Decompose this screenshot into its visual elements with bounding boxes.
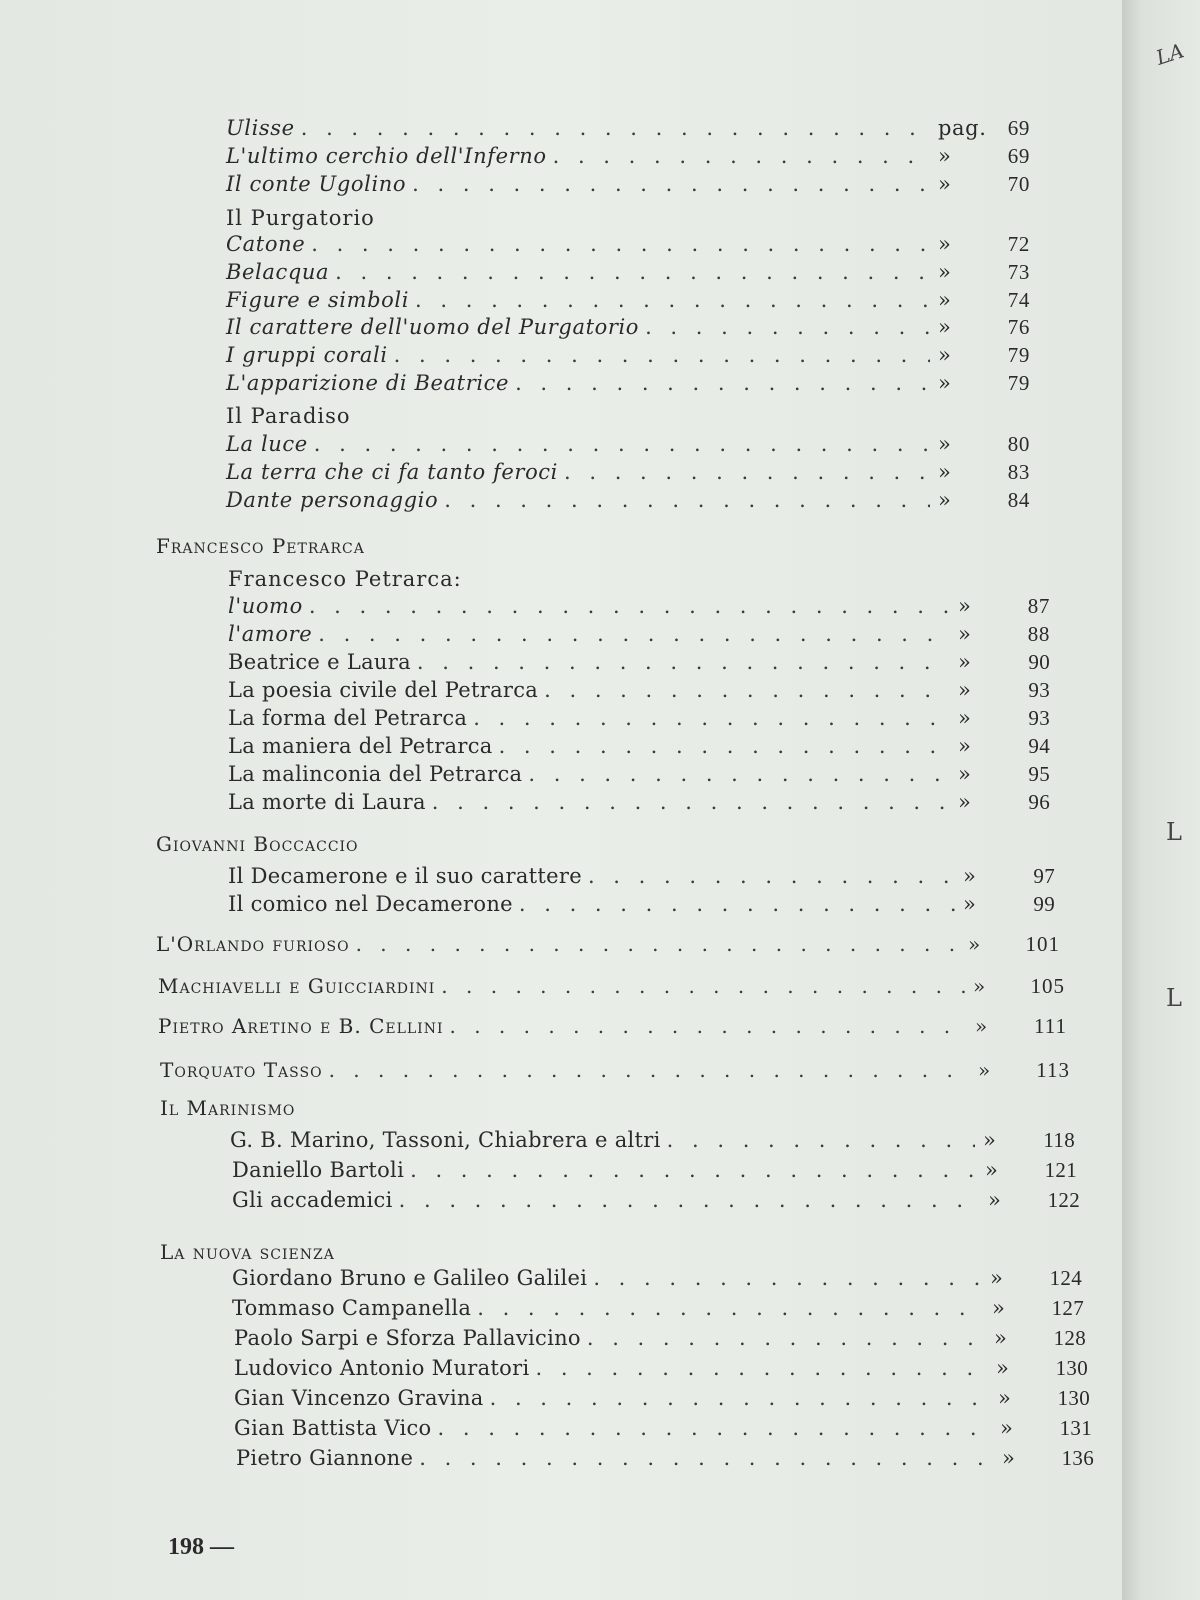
page-marker: » bbox=[938, 432, 952, 456]
toc-entry bbox=[232, 1296, 1084, 1326]
page-marker: » bbox=[958, 650, 972, 674]
toc-entry bbox=[226, 315, 1030, 345]
toc-entry-title: Giordano Bruno e Galileo Galilei bbox=[232, 1266, 588, 1290]
toc-entry-page: 74 bbox=[1007, 288, 1030, 312]
toc-entry bbox=[226, 288, 1030, 318]
dot-leader bbox=[318, 622, 950, 646]
toc-entry-page: 111 bbox=[1034, 1014, 1067, 1038]
toc-entry-title: Francesco Petrarca: bbox=[228, 567, 462, 591]
toc-entry-title: L'apparizione di Beatrice bbox=[226, 371, 510, 395]
toc-entry bbox=[232, 1188, 1080, 1218]
page-marker: » bbox=[996, 1356, 1010, 1380]
toc-entry-title: La nuova scienza bbox=[160, 1240, 335, 1264]
toc-entry bbox=[226, 144, 1030, 174]
page-marker: » bbox=[938, 288, 952, 312]
toc-entry bbox=[228, 790, 1050, 820]
page-marker: » bbox=[992, 1296, 1006, 1320]
page-marker: » bbox=[958, 706, 972, 730]
toc-entry bbox=[156, 932, 1060, 962]
toc-entry-title: Beatrice e Laura bbox=[228, 650, 411, 674]
dot-leader bbox=[667, 1128, 975, 1152]
dot-leader bbox=[553, 144, 930, 168]
toc-entry-page: 101 bbox=[1025, 932, 1060, 956]
toc-entry bbox=[232, 1158, 1077, 1188]
toc-entry-title: La luce bbox=[226, 432, 308, 456]
toc-entry bbox=[228, 650, 1050, 680]
toc-entry-title: Il conte Ugolino bbox=[226, 172, 407, 196]
dot-leader bbox=[444, 488, 930, 512]
toc-entry-title: Gli accademici bbox=[232, 1188, 393, 1212]
toc-entry bbox=[158, 1014, 1067, 1044]
toc-entry bbox=[226, 343, 1030, 373]
page-marker: » bbox=[958, 622, 972, 646]
page-marker: » bbox=[958, 594, 972, 618]
toc-entry bbox=[226, 116, 1030, 146]
toc-entry-title: Francesco Petrarca bbox=[156, 534, 365, 558]
dot-leader bbox=[564, 460, 930, 484]
toc-entry-page: 131 bbox=[1059, 1416, 1092, 1440]
page-marker: » bbox=[963, 892, 977, 916]
toc-entry-page: 70 bbox=[1007, 172, 1030, 196]
facing-page-fragment-mid1: L bbox=[1166, 818, 1182, 846]
toc-entry-page: 105 bbox=[1030, 974, 1065, 998]
toc-entry-title: Il carattere dell'uomo del Purgatorio bbox=[226, 315, 640, 339]
page-marker: » bbox=[938, 315, 952, 339]
facing-page-edge bbox=[1122, 0, 1200, 1600]
page-marker: » bbox=[958, 762, 972, 786]
toc-entry-page: 128 bbox=[1053, 1326, 1086, 1350]
toc-entry-page: 93 bbox=[1028, 706, 1050, 730]
toc-entry-page: 73 bbox=[1007, 260, 1030, 284]
toc-entry-title: Gian Vincenzo Gravina bbox=[234, 1386, 484, 1410]
toc-entry bbox=[226, 432, 1030, 462]
toc-entry bbox=[156, 832, 359, 862]
page-marker: » bbox=[973, 974, 987, 998]
dot-leader bbox=[438, 1416, 993, 1440]
dot-leader bbox=[645, 315, 930, 339]
toc-entry-page: 79 bbox=[1007, 371, 1030, 395]
page-marker: » bbox=[938, 488, 952, 512]
toc-entry bbox=[234, 1386, 1090, 1416]
toc-entry-title: l'uomo bbox=[228, 594, 303, 618]
page-marker: » bbox=[998, 1386, 1012, 1410]
page-marker: » bbox=[938, 144, 952, 168]
dot-leader bbox=[410, 1158, 977, 1182]
toc-entry-title: Ulisse bbox=[226, 116, 295, 140]
toc-entry-title: Il Purgatorio bbox=[226, 206, 375, 230]
toc-entry-page: 79 bbox=[1007, 343, 1030, 367]
toc-entry bbox=[236, 1446, 1094, 1476]
toc-entry-title: La maniera del Petrarca bbox=[228, 734, 493, 758]
page-marker: » bbox=[988, 1188, 1002, 1212]
page-marker: » bbox=[1000, 1416, 1014, 1440]
dot-leader bbox=[399, 1188, 980, 1212]
page-marker: » bbox=[963, 864, 977, 888]
page-marker: » bbox=[938, 371, 952, 395]
toc-entry-title: G. B. Marino, Tassoni, Chiabrera e altri bbox=[230, 1128, 661, 1152]
dot-leader bbox=[301, 116, 930, 140]
toc-entry bbox=[158, 974, 1065, 1004]
toc-entry-page: 97 bbox=[1033, 864, 1055, 888]
page-marker: » bbox=[958, 734, 972, 758]
toc-entry-title: I gruppi corali bbox=[226, 343, 388, 367]
page-marker: » bbox=[994, 1326, 1008, 1350]
toc-entry bbox=[228, 864, 1055, 894]
toc-entry-title: Gian Battista Vico bbox=[234, 1416, 432, 1440]
toc-entry bbox=[226, 371, 1030, 401]
dot-leader bbox=[535, 1356, 988, 1380]
page-marker: » bbox=[958, 678, 972, 702]
toc-entry-page: 69 bbox=[1007, 116, 1030, 140]
dot-leader bbox=[528, 762, 950, 786]
page-marker: » bbox=[985, 1158, 999, 1182]
page-marker: » bbox=[958, 790, 972, 814]
dot-leader bbox=[311, 232, 930, 256]
toc-entry-page: 90 bbox=[1028, 650, 1050, 674]
dot-leader bbox=[473, 706, 950, 730]
toc-entry-title: Machiavelli e Guicciardini bbox=[158, 974, 436, 998]
toc-entry-title: Paolo Sarpi e Sforza Pallavicino bbox=[234, 1326, 581, 1350]
toc-entry-page: 94 bbox=[1028, 734, 1050, 758]
toc-entry-title: Dante personaggio bbox=[226, 488, 439, 512]
toc-entry-page: 72 bbox=[1007, 232, 1030, 256]
page-marker: » bbox=[938, 232, 952, 256]
page-marker: » bbox=[990, 1266, 1004, 1290]
toc-entry-title: L'Orlando furioso bbox=[156, 932, 350, 956]
dot-leader bbox=[477, 1296, 984, 1320]
toc-entry bbox=[228, 706, 1050, 736]
dot-leader bbox=[499, 734, 950, 758]
dot-leader bbox=[588, 864, 955, 888]
toc-entry-title: Daniello Bartoli bbox=[232, 1158, 405, 1182]
toc-entry bbox=[228, 594, 1050, 624]
toc-entry-page: 118 bbox=[1043, 1128, 1075, 1152]
toc-entry-page: 83 bbox=[1007, 460, 1030, 484]
toc-entry-page: 127 bbox=[1051, 1296, 1084, 1320]
toc-entry bbox=[226, 260, 1030, 290]
toc-entry bbox=[228, 734, 1050, 764]
toc-entry bbox=[228, 762, 1050, 792]
page-marker: » bbox=[1002, 1446, 1016, 1470]
toc-entry-title: Il comico nel Decamerone bbox=[228, 892, 513, 916]
page-marker: » bbox=[975, 1014, 989, 1038]
toc-entry-page: 121 bbox=[1044, 1158, 1077, 1182]
toc-entry-page: 76 bbox=[1007, 315, 1030, 339]
dot-leader bbox=[544, 678, 950, 702]
toc-entry-page: 88 bbox=[1027, 622, 1050, 646]
toc-entry-page: 95 bbox=[1028, 762, 1050, 786]
toc-entry-page: 122 bbox=[1047, 1188, 1080, 1212]
toc-entry bbox=[234, 1326, 1086, 1356]
toc-entry-page: 80 bbox=[1007, 432, 1030, 456]
dot-leader bbox=[394, 343, 930, 367]
facing-page-fragment-mid2: L bbox=[1166, 984, 1182, 1012]
toc-entry-title: Catone bbox=[226, 232, 306, 256]
dot-leader bbox=[490, 1386, 990, 1410]
dot-leader bbox=[412, 172, 930, 196]
toc-entry-title: Il Paradiso bbox=[226, 404, 351, 428]
toc-entry-title: Ludovico Antonio Muratori bbox=[234, 1356, 530, 1380]
toc-entry bbox=[234, 1416, 1092, 1446]
toc-entry bbox=[232, 1266, 1082, 1296]
toc-entry-title: La morte di Laura bbox=[228, 790, 426, 814]
toc-entry bbox=[234, 1356, 1088, 1386]
page-marker: » bbox=[938, 343, 952, 367]
page-marker: » bbox=[938, 172, 952, 196]
page-marker: » bbox=[938, 460, 952, 484]
toc-entry-title: L'ultimo cerchio dell'Inferno bbox=[226, 144, 547, 168]
toc-entry-page: 99 bbox=[1033, 892, 1055, 916]
dot-leader bbox=[417, 650, 950, 674]
dot-leader bbox=[450, 1014, 968, 1038]
dot-leader bbox=[441, 974, 965, 998]
toc-entry bbox=[160, 1058, 1070, 1088]
dot-leader bbox=[519, 892, 955, 916]
toc-entry bbox=[228, 892, 1055, 922]
toc-entry-title: l'amore bbox=[228, 622, 313, 646]
dot-leader bbox=[432, 790, 950, 814]
toc-entry bbox=[226, 460, 1030, 490]
page-number: 198 — bbox=[168, 1534, 234, 1560]
toc-entry bbox=[226, 404, 351, 434]
toc-entry-title: Belacqua bbox=[226, 260, 330, 284]
toc-entry-page: 130 bbox=[1057, 1386, 1090, 1410]
toc-entry-page: 130 bbox=[1055, 1356, 1088, 1380]
dot-leader bbox=[419, 1446, 994, 1470]
dot-leader bbox=[314, 432, 930, 456]
toc-entry-title: Giovanni Boccaccio bbox=[156, 832, 359, 856]
toc-entry-title: La poesia civile del Petrarca bbox=[228, 678, 539, 702]
toc-entry-title: Il Decamerone e il suo carattere bbox=[228, 864, 582, 888]
dot-leader bbox=[593, 1266, 982, 1290]
toc-entry bbox=[156, 534, 365, 564]
toc-entry bbox=[230, 1128, 1075, 1158]
page-marker: pag. bbox=[938, 116, 987, 140]
toc-entry-page: 69 bbox=[1007, 144, 1030, 168]
toc-entry-page: 96 bbox=[1028, 790, 1050, 814]
toc-entry bbox=[226, 172, 1030, 202]
facing-page-fragment-top: LA bbox=[1152, 38, 1187, 70]
dot-leader bbox=[515, 371, 930, 395]
toc-entry-page: 84 bbox=[1007, 488, 1030, 512]
toc-entry-page: 124 bbox=[1049, 1266, 1082, 1290]
page-marker: » bbox=[983, 1128, 997, 1152]
page-marker: » bbox=[968, 932, 982, 956]
toc-entry-title: La forma del Petrarca bbox=[228, 706, 468, 730]
toc-entry-title: La terra che ci fa tanto feroci bbox=[226, 460, 558, 484]
toc-entry bbox=[228, 567, 462, 597]
toc-entry-title: Il Marinismo bbox=[160, 1096, 296, 1120]
toc-entry bbox=[226, 488, 1030, 518]
dot-leader bbox=[587, 1326, 986, 1350]
dot-leader bbox=[329, 1058, 970, 1082]
dot-leader bbox=[335, 260, 930, 284]
toc-entry bbox=[228, 678, 1050, 708]
toc-entry-title: La malinconia del Petrarca bbox=[228, 762, 523, 786]
toc-entry-title: Pietro Aretino e B. Cellini bbox=[158, 1014, 444, 1038]
dot-leader bbox=[356, 932, 960, 956]
toc-entry-page: 113 bbox=[1036, 1058, 1070, 1082]
toc-entry bbox=[160, 1096, 295, 1126]
toc-entry bbox=[226, 232, 1030, 262]
dot-leader bbox=[415, 288, 930, 312]
page-marker: » bbox=[938, 260, 952, 284]
toc-entry-title: Torquato Tasso bbox=[160, 1058, 323, 1082]
toc-entry-page: 136 bbox=[1061, 1446, 1094, 1470]
page-marker: » bbox=[978, 1058, 992, 1082]
toc-entry-title: Figure e simboli bbox=[226, 288, 410, 312]
toc-entry bbox=[228, 622, 1050, 652]
toc-entry-title: Tommaso Campanella bbox=[232, 1296, 472, 1320]
toc-entry-page: 87 bbox=[1027, 594, 1050, 618]
toc-entry-page: 93 bbox=[1028, 678, 1050, 702]
dot-leader bbox=[309, 594, 950, 618]
toc-entry-title: Pietro Giannone bbox=[236, 1446, 414, 1470]
